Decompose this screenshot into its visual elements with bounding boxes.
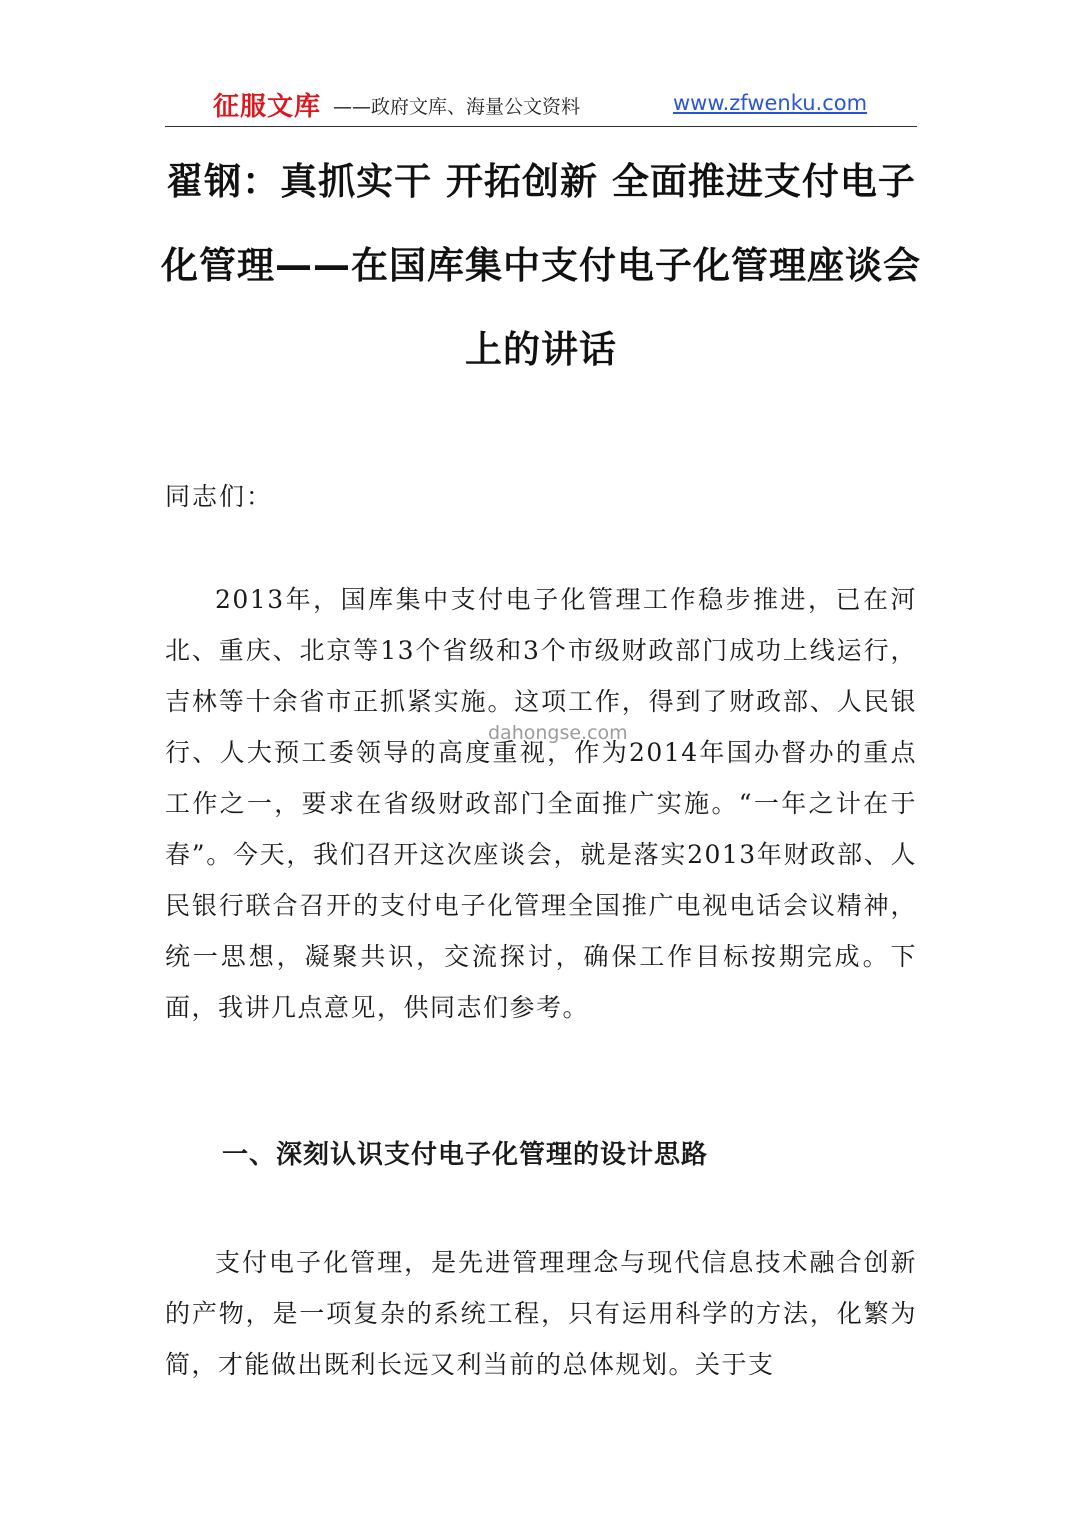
brand-logo: 征服文库: [213, 92, 322, 122]
watermark: dahongse.com: [488, 722, 628, 744]
document-title: 翟钢：真抓实干 开拓创新 全面推进支付电子化管理——在国库集中支付电子化管理座谈会上的讲话: [161, 160, 921, 371]
section-heading: 一、深刻认识支付电子化管理的设计思路: [222, 1140, 709, 1170]
body-paragraph-1: 2013年，国库集中支付电子化管理工作稳步推进，已在河北、重庆、北京等13个省级和3个市级财政部门成功上线运行，吉林等十余省市正抓紧实施。这项工作，得到了财政部、人民银行、人大预工委领导的高度重视，作为2014年国办督办的重点工作之一，要求在省级财政部门全面推广实施。“一年之计在于春”。今天，我们召开这次座谈会，就是落实2013年财政部、人民银行联合召开的支付电子化管理全国推广电视电话会议精神，统一思想，凝聚共识，交流探讨，确保工作目标按期完成。下面，我讲几点意见，供同志们参考。: [165, 585, 917, 1022]
site-url-link[interactable]: www.zfwenku.com: [673, 91, 868, 115]
page-header: [165, 82, 917, 127]
header-tagline: ——政府文库、海量公文资料: [333, 96, 581, 118]
salutation: 同志们：: [165, 482, 274, 511]
body-paragraph-2: 支付电子化管理，是先进管理理念与现代信息技术融合创新的产物，是一项复杂的系统工程，只有运用科学的方法，化繁为简，才能做出既利长远又利当前的总体规划。关于支: [165, 1248, 917, 1379]
